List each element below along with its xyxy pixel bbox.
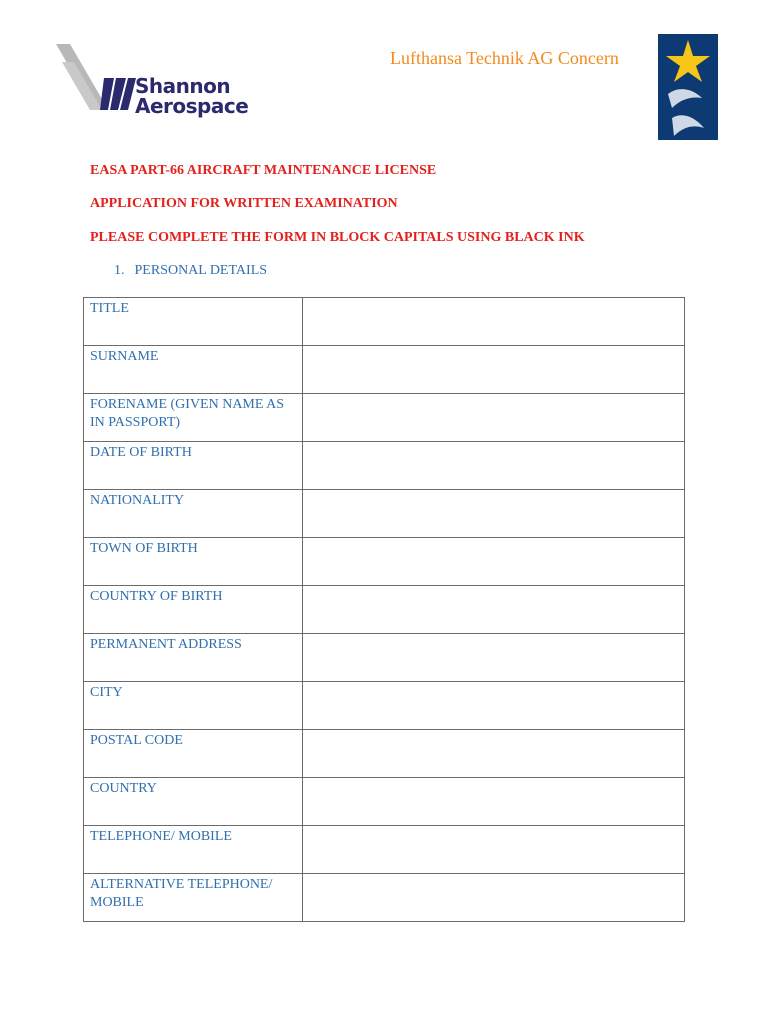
table-row [84,394,685,442]
section-number: 1. [114,263,125,278]
table-row [84,298,685,346]
field-label: CITY [84,682,303,730]
field-input[interactable] [303,826,685,874]
table-row [84,538,685,586]
table-row [84,874,685,922]
field-label: PERMANENT ADDRESS [84,634,303,682]
section-title: PERSONAL DETAILS [134,263,268,278]
field-label: ALTERNATIVE TELEPHONE/ MOBILE [84,874,303,922]
field-label: TELEPHONE/ MOBILE [84,826,303,874]
heading-instructions: PLEASE COMPLETE THE FORM IN BLOCK CAPITALS USING BLACK INK [90,230,585,245]
field-label: TOWN OF BIRTH [84,538,303,586]
table-row [84,586,685,634]
table-row [84,346,685,394]
heading-application: APPLICATION FOR WRITTEN EXAMINATION [90,196,398,211]
table-row [84,634,685,682]
field-label: POSTAL CODE [84,730,303,778]
field-label: SURNAME [84,346,303,394]
logo-line-1: Shannon [135,74,231,98]
table-row [84,490,685,538]
field-input[interactable] [303,394,685,442]
field-input[interactable] [303,634,685,682]
table-row [84,778,685,826]
field-input[interactable] [303,730,685,778]
field-input[interactable] [303,490,685,538]
star-bird-icon [658,34,718,140]
field-label: COUNTRY OF BIRTH [84,586,303,634]
field-input[interactable] [303,586,685,634]
concern-text: Lufthansa Technik AG Concern [390,48,619,68]
section-personal-details [114,263,267,279]
table-row [84,826,685,874]
field-input[interactable] [303,778,685,826]
aircraft-swoosh-icon [56,44,146,116]
field-input[interactable] [303,874,685,922]
field-label: COUNTRY [84,778,303,826]
field-input[interactable] [303,346,685,394]
heading-license: EASA PART-66 AIRCRAFT MAINTENANCE LICENSE [90,163,437,178]
field-input[interactable] [303,298,685,346]
field-input[interactable] [303,442,685,490]
lufthansa-badge [658,34,718,140]
logo-text [135,76,248,116]
field-input[interactable] [303,538,685,586]
field-label: NATIONALITY [84,490,303,538]
field-label: FORENAME (GIVEN NAME AS IN PASSPORT) [84,394,303,442]
personal-details-table [83,297,685,922]
table-row [84,682,685,730]
field-label: DATE OF BIRTH [84,442,303,490]
field-input[interactable] [303,682,685,730]
field-label: TITLE [84,298,303,346]
logo-line-2: Aerospace [135,94,249,118]
table-row [84,442,685,490]
table-row [84,730,685,778]
